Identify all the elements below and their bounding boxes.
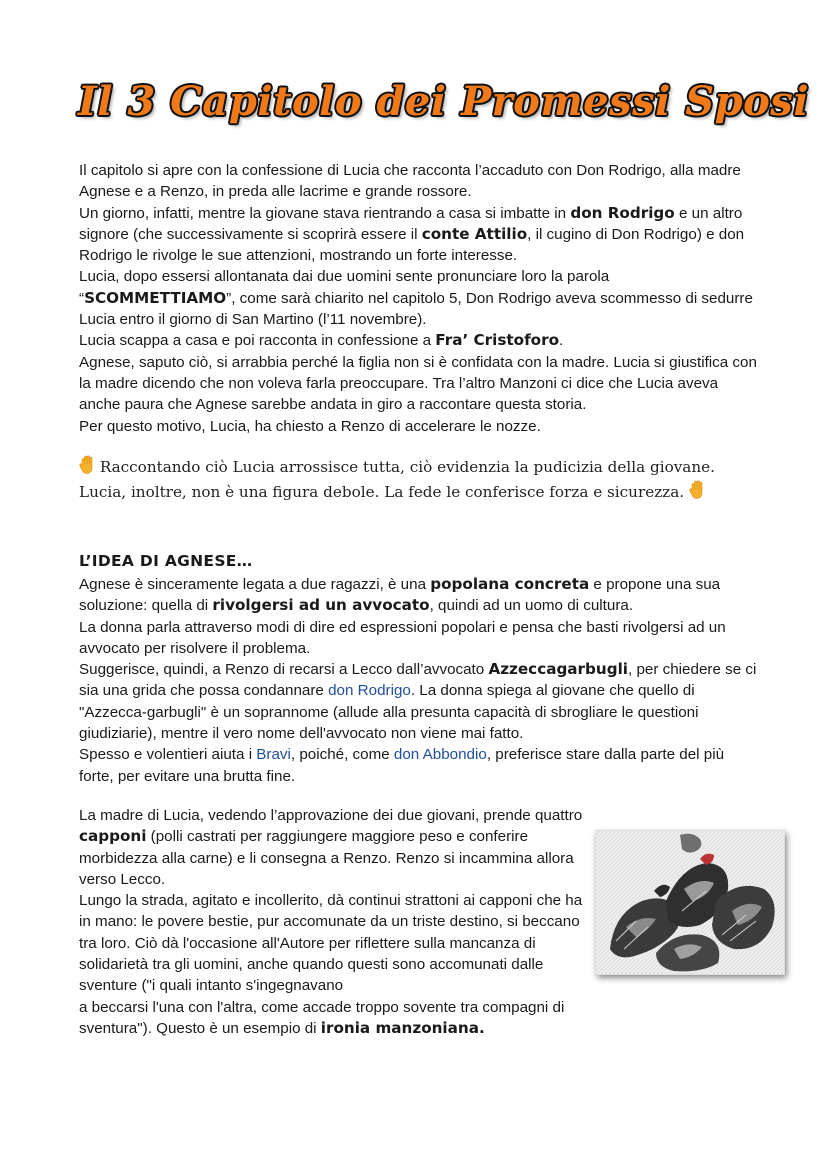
bold-conte-attilio: conte Attilio <box>421 224 528 243</box>
note-text: Raccontando ciò Lucia arrossisce tutta, ciò evidenzia la pudicizia della giovane. Lucia, inoltre, non è una figura debole. La fede le conferisce forza e sicurezza. <box>79 458 715 501</box>
bold-fra-cristoforo: Fra’ Cristoforo <box>435 331 560 350</box>
bold-scommettiamo: SCOMMETTIAMO <box>84 288 227 307</box>
raised-hand-icon <box>689 480 705 500</box>
capponi-paragraph-1: La madre di Lucia, vedendo l’approvazione dei due giovani, prende quattro capponi (polli castrati per raggiungere maggiore peso e conferire morbidezza alla carne) e li consegna a Renzo. Renzo si incammina allora verso Lecco. <box>79 807 583 888</box>
bold-rivolgersi-avvocato: rivolgersi ad un avvocato <box>212 596 430 615</box>
link-bravi[interactable]: Bravi <box>256 746 291 764</box>
intro-paragraph-6: Per questo motivo, Lucia, ha chiesto a Renzo di accelerare le nozze. <box>79 417 541 435</box>
intro-paragraph-2: Un giorno, infatti, mentre la giovane stava rientrando a casa si imbatte in don Rodrigo e un altro signore (che successivamente si scoprirà essere il conte Attilio, il cugino di Don Rodrigo) e don Rodrigo le rivolge le sue attenzioni, mostrando un forte interesse. <box>79 203 745 265</box>
agnese-paragraph-4: Spesso e volentieri aiuta i Bravi, poiché, come don Abbondio, preferisce stare dalla parte del più forte, per evitare una brutta fine. <box>79 746 725 785</box>
capponi-section <box>79 805 591 1039</box>
intro-paragraph-5: Agnese, saputo ciò, si arrabbia perché la figlia non si è confidata con la madre. Lucia si giustifica con la madre dicendo che non voleva farla preoccupare. Tra l’altro Manzoni ci dice che Lucia aveva anche paura che Agnese sarebbe andata in giro a raccontare questa storia. <box>79 353 757 414</box>
agnese-paragraph-3: Suggerisce, quindi, a Renzo di recarsi a Lecco dall’avvocato Azzeccagarbugli, per chiedere se ci sia una grida che possa condannare don Rodrigo. La donna spiega al giovane che quello di "Azzecca-garbugli" è un soprannome (allude alla presunta capacità di sbrogliare le questioni giudiziarie), mentre il vero nome dell'avvocato non viene mai fatto. <box>79 660 757 743</box>
capponi-engraving-image <box>596 831 784 974</box>
intro-paragraph-3: Lucia, dopo essersi allontanata dai due uomini sente pronunciare loro la parola “SCOMMETTIAMO”, come sarà chiarito nel capitolo 5, Don Rodrigo aveva scommesso di sedurre Lucia entro il giorno di San Martino (l’11 novembre). <box>79 268 753 329</box>
bold-azzeccagarbugli: Azzeccagarbugli <box>488 660 629 679</box>
capponi-paragraph-2: Lungo la strada, agitato e incollerito, dà continui strattoni ai capponi che ha in mano: le povere bestie, pur accomunate da un triste destino, si beccano tra loro. Ciò dà l'occasione all'Autore per riflettere sulla mancanza di solidarietà tra gli uomini, anche quando questi sono accomunati dalle sventure ("i quali intanto s'ingegnavano <box>79 892 583 995</box>
intro-paragraph-4: Lucia scappa a casa e poi racconta in confessione a Fra’ Cristoforo. <box>79 331 564 350</box>
bold-popolana-concreta: popolana concreta <box>430 575 590 593</box>
capponi-illustration <box>595 830 785 975</box>
link-don-rodrigo[interactable]: don Rodrigo <box>328 682 411 700</box>
intro-paragraph-1: Il capitolo si apre con la confessione di Lucia che racconta l’accaduto con Don Rodrigo, alla madre Agnese e a Renzo, in preda alle lacrime e grande rossore. <box>79 162 741 201</box>
note-box <box>79 455 759 505</box>
agnese-paragraph-2: La donna parla attraverso modi di dire ed espressioni popolari e pensa che basti rivolgersi ad un avvocato per risolvere il problema. <box>79 618 726 657</box>
intro-section <box>79 160 759 437</box>
link-don-abbondio[interactable]: don Abbondio <box>393 746 487 764</box>
bold-ironia-manzoniana: ironia manzoniana. <box>320 1018 485 1037</box>
agnese-paragraph-1: Agnese è sinceramente legata a due ragazzi, è una popolana concreta e propone una sua soluzione: quella di rivolgersi ad un avvocato, quindi ad un uomo di cultura. <box>79 575 721 615</box>
page-title: Il 3 Capitolo dei Promessi Sposi <box>78 78 810 125</box>
raised-hand-icon <box>79 455 95 475</box>
agnese-section <box>79 574 759 787</box>
bold-capponi: capponi <box>79 827 147 846</box>
capponi-paragraph-3: a beccarsi l'una con l'altra, come accade troppo sovente tra compagni di sventura"). Questo è un esempio di ironia manzoniana. <box>79 998 565 1037</box>
section-heading-agnese: L’IDEA DI AGNESE… <box>79 552 253 570</box>
bold-don-rodrigo: don Rodrigo <box>570 203 675 222</box>
